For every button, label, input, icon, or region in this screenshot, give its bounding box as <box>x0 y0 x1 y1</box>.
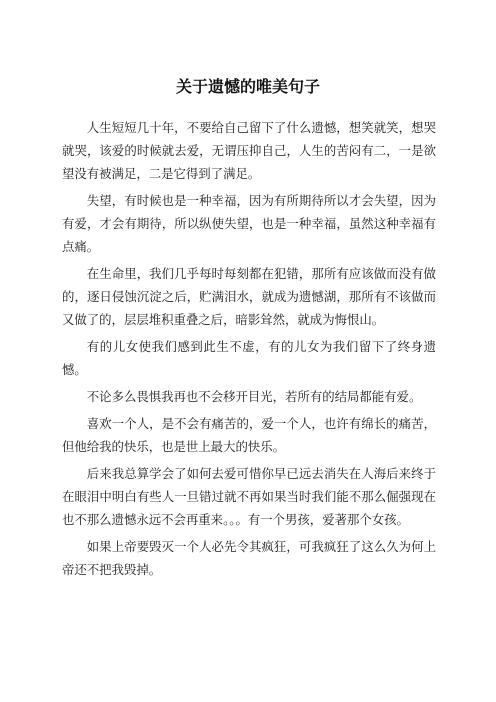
paragraph-1: 人生短短几十年，不要给自己留下了什么遗憾，想笑就笑，想哭就哭，该爱的时候就去爱，无谓压抑自己，人生的苦闷有二，一是欲望没有被满足，二是它得到了满足。 <box>62 120 436 181</box>
paragraph-5: 不论多么畏惧我再也不会移开目光，若所有的结局都能有爱。 <box>86 389 422 404</box>
paragraph-2: 失望，有时候也是一种幸福，因为有所期待所以才会失望，因为有爱，才会有期待，所以纵使失望，也是一种幸福，虽然这种幸福有点痛。 <box>62 193 436 254</box>
document-body <box>62 116 436 585</box>
paragraph-6: 喜欢一个人，是不会有痛苦的，爱一个人，也许有绵长的痛苦，但他给我的快乐，也是世上最大的快乐。 <box>62 416 436 454</box>
paragraph-4: 有的儿女使我们感到此生不虚，有的儿女为我们留下了终身遗憾。 <box>62 339 436 377</box>
paragraph-8: 如果上帝要毁灭一个人必先令其疯狂，可我疯狂了这么久为何上帝还不把我毁掉。 <box>62 539 436 577</box>
paragraph-7: 后来我总算学会了如何去爱可惜你早已远去消失在人海后来终于在眼泪中明白有些人一旦错过就不再如果当时我们能不那么倔强现在也不那么遗憾永远不会再重来。。。有一个男孩，爱著那个女孩。 <box>62 466 436 527</box>
page-title: 关于遗憾的唯美句子 <box>175 77 320 96</box>
paragraph-3: 在生命里，我们几乎每时每刻都在犯错，那所有应该做而没有做的，逐日侵蚀沉淀之后，贮满泪水，就成为遗憾湖，那所有不该做而又做了的，层层堆积重叠之后，暗影耸然，就成为悔恨山。 <box>62 266 436 327</box>
